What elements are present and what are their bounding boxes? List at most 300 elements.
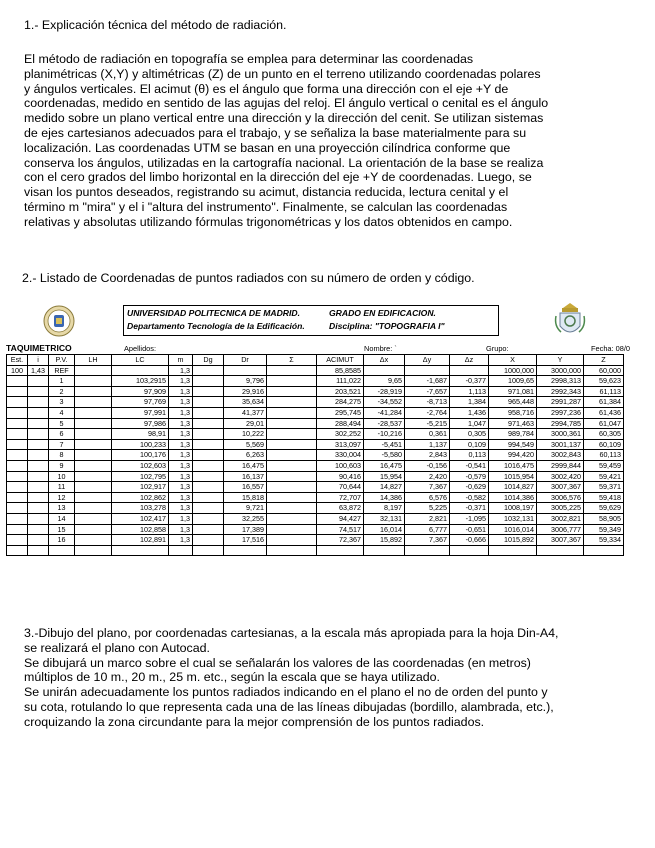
table-cell: 994,420 bbox=[489, 450, 537, 461]
table-cell: 74,517 bbox=[317, 524, 364, 535]
table-cell: 1015,892 bbox=[489, 535, 537, 546]
table-cell: -0,156 bbox=[405, 460, 450, 471]
table-cell: 111,022 bbox=[317, 376, 364, 387]
table-cell: 32,131 bbox=[364, 513, 405, 524]
table-cell: -5,451 bbox=[364, 439, 405, 450]
table-cell: 90,416 bbox=[317, 471, 364, 482]
table-cell: 1000,000 bbox=[489, 365, 537, 376]
table-cell bbox=[193, 482, 224, 493]
table-cell: 103,278 bbox=[112, 503, 169, 514]
table-cell: 1,3 bbox=[169, 376, 193, 387]
table-cell: -1,687 bbox=[405, 376, 450, 387]
table-cell bbox=[75, 471, 112, 482]
table-cell: 59,371 bbox=[584, 482, 624, 493]
table-cell bbox=[267, 460, 317, 471]
table-cell bbox=[193, 439, 224, 450]
table-cell: 59,349 bbox=[584, 524, 624, 535]
table-cell bbox=[450, 365, 489, 376]
table-cell: 61,113 bbox=[584, 386, 624, 397]
table-cell: 1,113 bbox=[450, 386, 489, 397]
table-cell: 1008,197 bbox=[489, 503, 537, 514]
table-cell: -0,582 bbox=[450, 492, 489, 503]
table-cell: 203,521 bbox=[317, 386, 364, 397]
table-cell: 29,916 bbox=[224, 386, 267, 397]
table-cell: 102,891 bbox=[112, 535, 169, 546]
table-cell: 16,475 bbox=[224, 460, 267, 471]
table-cell: 14,827 bbox=[364, 482, 405, 493]
table-cell bbox=[193, 376, 224, 387]
table-cell bbox=[450, 545, 489, 556]
table-cell bbox=[267, 492, 317, 503]
header-dz: Δz bbox=[450, 355, 489, 366]
table-cell bbox=[7, 535, 28, 546]
section1-line: medido sobre un plano vertical entre una dirección y la dirección del cenit. Se utilizan sistemas bbox=[24, 111, 544, 126]
table-cell bbox=[7, 439, 28, 450]
table-cell: -0,371 bbox=[450, 503, 489, 514]
table-cell: 3000,000 bbox=[537, 365, 584, 376]
table-cell: 15,892 bbox=[364, 535, 405, 546]
table-cell bbox=[75, 397, 112, 408]
table-cell bbox=[28, 386, 49, 397]
table-cell: 1,384 bbox=[450, 397, 489, 408]
table-cell: 3006,576 bbox=[537, 492, 584, 503]
header-lc: LC bbox=[112, 355, 169, 366]
header-lh: LH bbox=[75, 355, 112, 366]
table-cell: 70,644 bbox=[317, 482, 364, 493]
table-cell: 2,843 bbox=[405, 450, 450, 461]
table-cell: 17,389 bbox=[224, 524, 267, 535]
table-row bbox=[7, 429, 624, 440]
header-y: Y bbox=[537, 355, 584, 366]
table-cell bbox=[7, 376, 28, 387]
table-cell: 1,3 bbox=[169, 482, 193, 493]
table-cell bbox=[267, 503, 317, 514]
table-cell bbox=[28, 482, 49, 493]
table-cell: 0,109 bbox=[450, 439, 489, 450]
table-cell: 2,420 bbox=[405, 471, 450, 482]
table-cell bbox=[7, 482, 28, 493]
table-row bbox=[7, 450, 624, 461]
table-cell bbox=[267, 418, 317, 429]
table-cell: 330,004 bbox=[317, 450, 364, 461]
table-cell: 59,334 bbox=[584, 535, 624, 546]
table-cell: 2999,844 bbox=[537, 460, 584, 471]
table-cell bbox=[267, 386, 317, 397]
table-cell bbox=[7, 418, 28, 429]
table-cell: 16,475 bbox=[364, 460, 405, 471]
section3-body bbox=[24, 626, 634, 730]
table-cell: 1,43 bbox=[28, 365, 49, 376]
table-cell: REF bbox=[49, 365, 75, 376]
table-cell: 41,377 bbox=[224, 407, 267, 418]
table-cell: 3006,777 bbox=[537, 524, 584, 535]
table-cell bbox=[267, 482, 317, 493]
table-cell: 7,367 bbox=[405, 482, 450, 493]
table-cell: 7,367 bbox=[405, 535, 450, 546]
table-row bbox=[7, 365, 624, 376]
section1-line: planimétricas (X,Y) y altimétricas (Z) de un punto en el terreno utilizando coordenadas polares bbox=[24, 66, 541, 81]
table-cell: -28,919 bbox=[364, 386, 405, 397]
table-cell: 1015,954 bbox=[489, 471, 537, 482]
table-cell bbox=[7, 545, 28, 556]
table-cell bbox=[193, 492, 224, 503]
survey-table bbox=[6, 354, 624, 556]
header-dg: Dg bbox=[193, 355, 224, 366]
table-cell: -0,377 bbox=[450, 376, 489, 387]
table-cell bbox=[267, 407, 317, 418]
header-z: Z bbox=[584, 355, 624, 366]
table-cell bbox=[49, 545, 75, 556]
fecha-label: Fecha: 08/0 bbox=[591, 344, 631, 353]
crest-icon bbox=[553, 302, 587, 340]
table-cell: 4 bbox=[49, 407, 75, 418]
table-row bbox=[7, 492, 624, 503]
table-cell bbox=[7, 492, 28, 503]
table-cell: 3002,821 bbox=[537, 513, 584, 524]
section1-body bbox=[24, 52, 634, 230]
table-cell: 14,386 bbox=[364, 492, 405, 503]
table-cell: 1,3 bbox=[169, 471, 193, 482]
university-seal-icon bbox=[43, 305, 75, 337]
section3-line: múltiplos de 10 m., 20 m., 25 m. etc., según la escala que se haya utilizado. bbox=[24, 670, 440, 685]
table-cell: 1,3 bbox=[169, 407, 193, 418]
table-cell: 9,65 bbox=[364, 376, 405, 387]
table-cell: 313,097 bbox=[317, 439, 364, 450]
table-cell: 97,769 bbox=[112, 397, 169, 408]
section3-line: 3.-Dibujo del plano, por coordenadas cartesianas, a la escala más apropiada para la hoja Din-A4, bbox=[24, 626, 559, 640]
table-cell: 1,3 bbox=[169, 513, 193, 524]
table-cell bbox=[75, 376, 112, 387]
header-i: i bbox=[28, 355, 49, 366]
table-cell bbox=[28, 418, 49, 429]
table-cell: -28,537 bbox=[364, 418, 405, 429]
table-cell bbox=[193, 429, 224, 440]
table-cell: 100 bbox=[7, 365, 28, 376]
table-cell: 13 bbox=[49, 503, 75, 514]
table-cell bbox=[193, 471, 224, 482]
table-cell: 97,986 bbox=[112, 418, 169, 429]
table-cell: 5,569 bbox=[224, 439, 267, 450]
table-cell bbox=[75, 513, 112, 524]
table-cell bbox=[364, 365, 405, 376]
table-row bbox=[7, 386, 624, 397]
section1-heading: 1.- Explicación técnica del método de radiación. bbox=[24, 18, 287, 32]
table-cell bbox=[75, 386, 112, 397]
section1-line: conserva los ángulos, utilizadas en la cartografía nacional. La orientación de la base se realiza bbox=[24, 155, 544, 170]
table-cell: 14 bbox=[49, 513, 75, 524]
table-cell: 1016,014 bbox=[489, 524, 537, 535]
table-cell bbox=[7, 471, 28, 482]
table-cell bbox=[75, 492, 112, 503]
section3-line: su cota, rotulando lo que representa cada una de las líneas dibujadas (bordillo, alambrada, etc.), bbox=[24, 699, 554, 714]
table-row bbox=[7, 503, 624, 514]
table-cell: 9,796 bbox=[224, 376, 267, 387]
section3-line: croquizando la zona circundante para la mejor comprensión de los puntos radiados. bbox=[24, 714, 485, 729]
table-cell: 1032,131 bbox=[489, 513, 537, 524]
table-cell: 97,991 bbox=[112, 407, 169, 418]
section1-line: localización. Las coordenadas UTM se basan en una proyección cilíndrica conforme que bbox=[24, 140, 511, 155]
table-cell bbox=[28, 407, 49, 418]
table-cell: 302,252 bbox=[317, 429, 364, 440]
department-name: Departamento Tecnología de la Edificación. bbox=[127, 321, 305, 331]
table-cell bbox=[112, 545, 169, 556]
table-cell: 102,862 bbox=[112, 492, 169, 503]
table-cell: 1,3 bbox=[169, 492, 193, 503]
table-cell: 72,367 bbox=[317, 535, 364, 546]
table-cell: -2,764 bbox=[405, 407, 450, 418]
table-cell: 5,225 bbox=[405, 503, 450, 514]
header-dy: Δy bbox=[405, 355, 450, 366]
table-cell: 15 bbox=[49, 524, 75, 535]
table-cell: 102,917 bbox=[112, 482, 169, 493]
table-cell bbox=[28, 513, 49, 524]
table-cell: 61,384 bbox=[584, 397, 624, 408]
table-cell: 6 bbox=[49, 429, 75, 440]
table-cell bbox=[7, 503, 28, 514]
table-cell: 3007,367 bbox=[537, 482, 584, 493]
degree-name: GRADO EN EDIFICACION. bbox=[329, 308, 436, 318]
table-cell: 3002,420 bbox=[537, 471, 584, 482]
section1-line: coordenadas, medido en sentido de las agujas del reloj. El ángulo vertical o cenital es el ángulo bbox=[24, 96, 549, 111]
table-cell: -5,580 bbox=[364, 450, 405, 461]
table-cell bbox=[364, 545, 405, 556]
header-acimut: ACIMUT bbox=[317, 355, 364, 366]
sheet-header-box bbox=[123, 305, 499, 336]
table-cell: 60,109 bbox=[584, 439, 624, 450]
header-pv: P.V. bbox=[49, 355, 75, 366]
table-cell: 1,3 bbox=[169, 386, 193, 397]
table-cell: 1,3 bbox=[169, 524, 193, 535]
table-cell: 1009,65 bbox=[489, 376, 537, 387]
table-cell: 15,954 bbox=[364, 471, 405, 482]
table-cell: 58,905 bbox=[584, 513, 624, 524]
table-cell bbox=[267, 524, 317, 535]
table-cell bbox=[28, 450, 49, 461]
table-cell: 100,233 bbox=[112, 439, 169, 450]
table-cell: -0,666 bbox=[450, 535, 489, 546]
table-cell: 11 bbox=[49, 482, 75, 493]
table-cell bbox=[267, 397, 317, 408]
table-cell bbox=[193, 524, 224, 535]
table-cell: 1,137 bbox=[405, 439, 450, 450]
table-cell: 1014,386 bbox=[489, 492, 537, 503]
table-cell: -5,215 bbox=[405, 418, 450, 429]
table-cell: 295,745 bbox=[317, 407, 364, 418]
table-cell: 1016,475 bbox=[489, 460, 537, 471]
table-cell: 32,255 bbox=[224, 513, 267, 524]
table-cell: 2997,236 bbox=[537, 407, 584, 418]
table-cell: 102,603 bbox=[112, 460, 169, 471]
table-cell bbox=[28, 535, 49, 546]
table-row bbox=[7, 407, 624, 418]
table-cell: 971,081 bbox=[489, 386, 537, 397]
table-cell: 102,795 bbox=[112, 471, 169, 482]
table-cell bbox=[28, 439, 49, 450]
table-cell bbox=[28, 397, 49, 408]
table-cell: 0,113 bbox=[450, 450, 489, 461]
header-m: m bbox=[169, 355, 193, 366]
table-cell bbox=[28, 492, 49, 503]
table-cell: 2992,343 bbox=[537, 386, 584, 397]
table-cell bbox=[193, 460, 224, 471]
table-row bbox=[7, 376, 624, 387]
table-cell bbox=[75, 524, 112, 535]
apellidos-label: Apellidos: bbox=[124, 344, 157, 353]
section1-line: y ángulos verticales. El acimut (θ) es el ángulo que forma una dirección con el eje +Y de bbox=[24, 81, 509, 96]
table-cell bbox=[193, 407, 224, 418]
table-cell bbox=[193, 418, 224, 429]
table-cell bbox=[317, 545, 364, 556]
table-cell: -8,713 bbox=[405, 397, 450, 408]
table-cell: -1,095 bbox=[450, 513, 489, 524]
table-cell: 59,629 bbox=[584, 503, 624, 514]
table-row bbox=[7, 397, 624, 408]
table-row bbox=[7, 535, 624, 546]
sheet-title: TAQUIMETRICO bbox=[6, 343, 72, 353]
table-cell: 72,707 bbox=[317, 492, 364, 503]
section3-line: se realizará el plano con Autocad. bbox=[24, 640, 210, 655]
table-cell bbox=[405, 545, 450, 556]
table-row bbox=[7, 524, 624, 535]
table-cell bbox=[75, 503, 112, 514]
table-cell: 60,305 bbox=[584, 429, 624, 440]
table-cell: -0,579 bbox=[450, 471, 489, 482]
table-row bbox=[7, 545, 624, 556]
table-cell: 0,361 bbox=[405, 429, 450, 440]
table-cell: 971,463 bbox=[489, 418, 537, 429]
discipline-name: Disciplina: "TOPOGRAFIA I" bbox=[329, 321, 445, 331]
table-cell bbox=[267, 450, 317, 461]
table-cell: 35,634 bbox=[224, 397, 267, 408]
table-cell: -0,541 bbox=[450, 460, 489, 471]
header-est: Est. bbox=[7, 355, 28, 366]
header-dx: Δx bbox=[364, 355, 405, 366]
table-cell: 15,818 bbox=[224, 492, 267, 503]
table-cell bbox=[267, 365, 317, 376]
section1-line: con el cero grados del limbo horizontal en la dirección del eje +Y de coordenadas. Luego, se bbox=[24, 170, 532, 185]
table-cell: -0,651 bbox=[450, 524, 489, 535]
table-cell: 6,576 bbox=[405, 492, 450, 503]
table-cell bbox=[28, 503, 49, 514]
table-cell: 9 bbox=[49, 460, 75, 471]
table-cell bbox=[267, 535, 317, 546]
table-cell: 2998,313 bbox=[537, 376, 584, 387]
nombre-label: Nombre: ` bbox=[364, 344, 397, 353]
table-cell: 1,436 bbox=[450, 407, 489, 418]
table-cell bbox=[28, 376, 49, 387]
table-cell bbox=[405, 365, 450, 376]
table-cell: 103,2915 bbox=[112, 376, 169, 387]
table-cell: 16,137 bbox=[224, 471, 267, 482]
table-cell: 61,436 bbox=[584, 407, 624, 418]
table-cell: 29,01 bbox=[224, 418, 267, 429]
table-cell: 989,784 bbox=[489, 429, 537, 440]
table-cell: 1 bbox=[49, 376, 75, 387]
table-cell: 10 bbox=[49, 471, 75, 482]
table-cell: 61,047 bbox=[584, 418, 624, 429]
table-cell: 8,197 bbox=[364, 503, 405, 514]
table-cell bbox=[193, 397, 224, 408]
table-cell: 98,91 bbox=[112, 429, 169, 440]
table-cell: 2 bbox=[49, 386, 75, 397]
table-cell: 59,418 bbox=[584, 492, 624, 503]
table-cell bbox=[193, 365, 224, 376]
table-header-row bbox=[7, 355, 624, 366]
table-cell: 1,3 bbox=[169, 439, 193, 450]
table-cell bbox=[489, 545, 537, 556]
table-cell: 1,3 bbox=[169, 397, 193, 408]
table-cell bbox=[28, 471, 49, 482]
header-dr: Dr bbox=[224, 355, 267, 366]
grupo-label: Grupo: bbox=[486, 344, 509, 353]
table-cell bbox=[75, 429, 112, 440]
table-cell: 102,858 bbox=[112, 524, 169, 535]
table-cell bbox=[267, 471, 317, 482]
table-cell: 1014,827 bbox=[489, 482, 537, 493]
table-row bbox=[7, 513, 624, 524]
table-row bbox=[7, 482, 624, 493]
table-cell bbox=[7, 513, 28, 524]
table-cell: -34,552 bbox=[364, 397, 405, 408]
table-cell bbox=[75, 535, 112, 546]
table-cell bbox=[193, 450, 224, 461]
table-cell: 8 bbox=[49, 450, 75, 461]
table-cell bbox=[7, 524, 28, 535]
table-cell bbox=[7, 429, 28, 440]
section1-line: término m "mira" y el i "altura del instrumento". Finalmente, se calculan las coordenadas bbox=[24, 199, 508, 214]
table-cell: -7,657 bbox=[405, 386, 450, 397]
section1-line: relativas y absolutas utilizando fórmulas trigonométricas y los datos obtenidos en campo. bbox=[24, 214, 513, 229]
table-cell bbox=[7, 450, 28, 461]
table-cell: 59,623 bbox=[584, 376, 624, 387]
table-cell bbox=[75, 439, 112, 450]
table-cell bbox=[193, 545, 224, 556]
table-cell: 3002,843 bbox=[537, 450, 584, 461]
table-cell: 1,3 bbox=[169, 429, 193, 440]
table-cell bbox=[28, 524, 49, 535]
table-cell: 2,821 bbox=[405, 513, 450, 524]
table-cell bbox=[75, 450, 112, 461]
table-cell: 1,047 bbox=[450, 418, 489, 429]
table-cell bbox=[224, 545, 267, 556]
table-cell: 288,494 bbox=[317, 418, 364, 429]
table-cell: 1,3 bbox=[169, 503, 193, 514]
table-cell bbox=[224, 365, 267, 376]
table-cell: 102,417 bbox=[112, 513, 169, 524]
table-cell bbox=[267, 439, 317, 450]
table-cell bbox=[7, 386, 28, 397]
table-cell: 85,8585 bbox=[317, 365, 364, 376]
table-row bbox=[7, 471, 624, 482]
table-cell bbox=[112, 365, 169, 376]
table-row bbox=[7, 418, 624, 429]
table-row bbox=[7, 460, 624, 471]
table-cell: 12 bbox=[49, 492, 75, 503]
table-cell: 3007,367 bbox=[537, 535, 584, 546]
table-cell bbox=[7, 407, 28, 418]
table-cell bbox=[75, 460, 112, 471]
table-cell: 1,3 bbox=[169, 535, 193, 546]
table-row bbox=[7, 439, 624, 450]
header-sigma: Σ bbox=[267, 355, 317, 366]
table-cell: 59,459 bbox=[584, 460, 624, 471]
table-cell: 3001,137 bbox=[537, 439, 584, 450]
table-cell bbox=[267, 513, 317, 524]
table-cell bbox=[75, 418, 112, 429]
table-cell: 9,721 bbox=[224, 503, 267, 514]
table-cell bbox=[28, 460, 49, 471]
table-cell: 965,448 bbox=[489, 397, 537, 408]
